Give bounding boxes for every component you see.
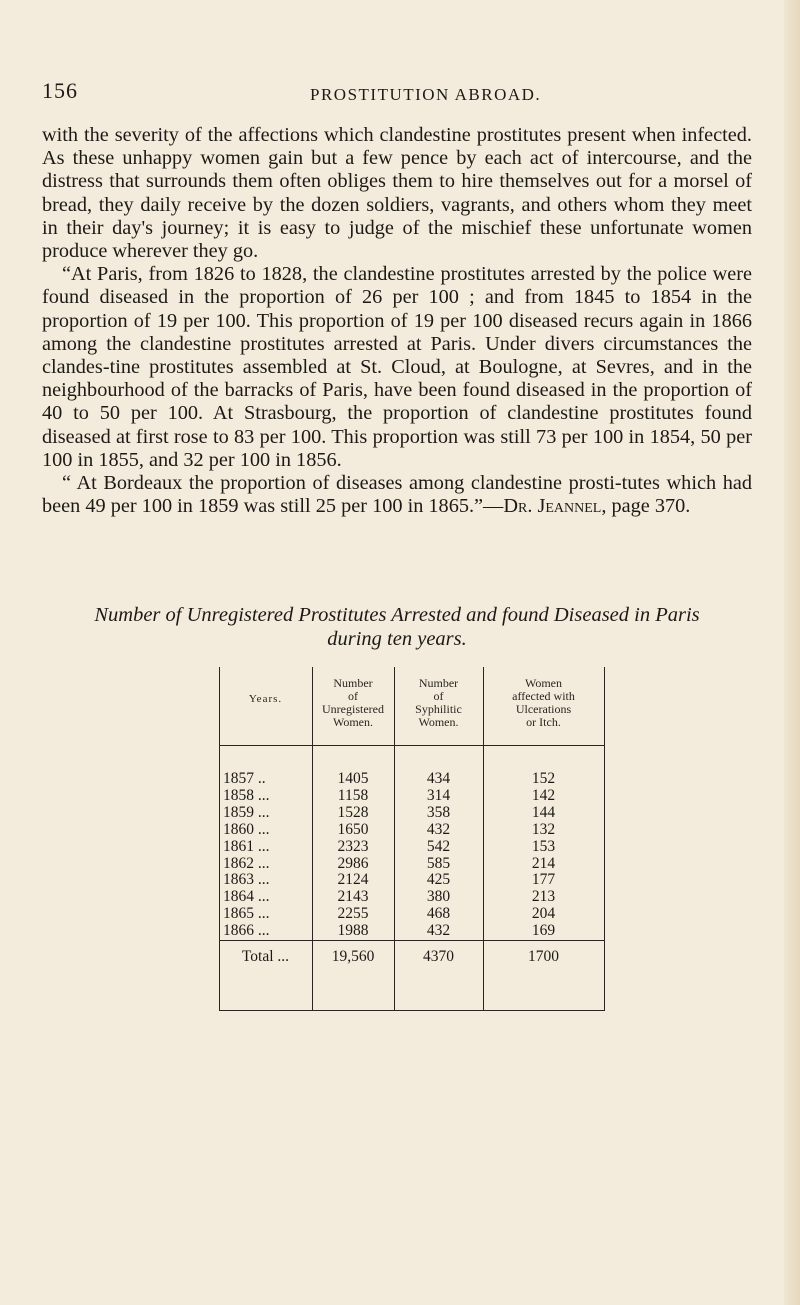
syphilitic-cell: 468 bbox=[426, 905, 451, 923]
table-right-rule bbox=[604, 667, 605, 1011]
page-edge bbox=[784, 0, 800, 1305]
statistics-table bbox=[219, 667, 605, 1011]
syphilitic-cell: 358 bbox=[426, 803, 451, 821]
ulcerations-cell: 169 bbox=[531, 922, 556, 940]
header-unregistered bbox=[312, 667, 394, 741]
unregistered-cell: 2124 bbox=[337, 871, 369, 889]
paragraph-3-text: “ At Bordeaux the proportion of diseases among clandestine prosti-tutes which had been 49 per 100 in 1859 was still 25 per 100 in 1865.”— bbox=[42, 472, 752, 518]
running-title: PROSTITUTION ABROAD. bbox=[310, 85, 542, 104]
ulcerations-cell: 213 bbox=[531, 888, 556, 906]
syphilitic-cell: 432 bbox=[426, 922, 451, 940]
syphilitic-cell: 585 bbox=[426, 854, 451, 872]
year-cell: 1862 ... bbox=[223, 854, 270, 872]
year-cell: 1860 ... bbox=[223, 820, 270, 838]
year-cell: 1858 ... bbox=[223, 786, 270, 804]
syphilitic-cell: 425 bbox=[426, 871, 451, 889]
year-cell: 1864 ... bbox=[223, 888, 270, 906]
unregistered-cell: 1158 bbox=[337, 786, 369, 804]
total-rule bbox=[219, 940, 605, 941]
total-syphilitic: 4370 bbox=[423, 948, 454, 965]
table-title-line-2: during ten years. bbox=[327, 628, 467, 650]
year-cell: 1857 .. bbox=[223, 770, 266, 787]
syphilitic-cell: 314 bbox=[426, 786, 451, 804]
body-text bbox=[42, 124, 752, 518]
syphilitic-column bbox=[394, 771, 483, 940]
unregistered-column bbox=[312, 771, 394, 940]
total-label: Total ... bbox=[241, 948, 290, 965]
unregistered-cell: 1650 bbox=[337, 820, 369, 838]
syphilitic-cell: 380 bbox=[426, 888, 451, 906]
total-unregistered: 19,560 bbox=[331, 948, 375, 965]
years-column bbox=[223, 771, 309, 940]
ulcerations-cell: 152 bbox=[531, 770, 556, 787]
ulcerations-column bbox=[483, 771, 604, 940]
year-cell: 1863 ... bbox=[223, 871, 270, 889]
ulcerations-cell: 132 bbox=[531, 820, 556, 838]
header-ulcerations-word: Women bbox=[524, 676, 563, 690]
syphilitic-cell: 542 bbox=[426, 837, 451, 855]
total-ulcerations: 1700 bbox=[528, 948, 559, 965]
ulcerations-cell: 204 bbox=[531, 905, 556, 923]
page-number: 156 bbox=[42, 78, 78, 103]
header-ulcerations-word: or Itch. bbox=[526, 715, 561, 729]
header-unregistered-word: of bbox=[348, 689, 358, 703]
unregistered-cell: 1528 bbox=[337, 803, 369, 821]
syphilitic-cell: 432 bbox=[426, 820, 451, 838]
bottom-rule bbox=[219, 1010, 605, 1011]
table-title-line-1: Number of Unregistered Prostitutes Arrested and found Diseased in Paris bbox=[94, 604, 700, 626]
ulcerations-cell: 177 bbox=[531, 871, 556, 889]
citation-page: , page 370. bbox=[601, 495, 691, 518]
table-title bbox=[42, 603, 752, 651]
header-syphilitic-word: of bbox=[433, 689, 444, 703]
unregistered-cell: 2323 bbox=[337, 837, 369, 855]
year-cell: 1866 ... bbox=[223, 922, 270, 940]
ulcerations-cell: 153 bbox=[531, 837, 556, 855]
unregistered-cell: 2143 bbox=[337, 888, 369, 906]
year-cell: 1861 ... bbox=[223, 837, 270, 855]
citation-author: Dr. Jeannel bbox=[503, 495, 602, 518]
unregistered-cell: 2986 bbox=[337, 854, 369, 872]
unregistered-cell: 1988 bbox=[337, 922, 369, 940]
paragraph-1: with the severity of the affections which clandestine prostitutes present when infected. As these unhappy women gain but a few pence by each act of intercourse, and the distress that surrounds them often obliges them to hire themselves out for a morsel of bread, they daily receive by the dozen soldiers, vagrants, and others whom they meet in their day's journey; it is easy to judge of the mischief these unfortunate women produce wherever they go. bbox=[42, 124, 752, 263]
header-unregistered-word: Number bbox=[333, 676, 373, 690]
paragraph-3 bbox=[42, 472, 752, 518]
ulcerations-cell: 144 bbox=[531, 803, 556, 821]
year-cell: 1859 ... bbox=[223, 803, 270, 821]
syphilitic-cell: 434 bbox=[426, 770, 451, 787]
header-syphilitic-word: Syphilitic bbox=[415, 702, 462, 716]
paragraph-2: “At Paris, from 1826 to 1828, the clandestine prostitutes arrested by the police were found diseased in the proportion of 26 per 100 ; and from 1845 to 1854 in the proportion of 19 per 100. This proportion of 19 per 100 diseased recurs again in 1866 among the clandestine prostitutes arrested at Paris. Under divers circumstances the clandes-tine prostitutes assembled at St. Cloud, at Boulogne, at Sevres, and in the neighbourhood of the barracks of Paris, have been found diseased in the proportion of 40 to 50 per 100. At Strasbourg, the proportion of clandestine prostitutes found diseased at first rose to 83 per 100. This proportion was still 73 per 100 in 1854, 50 per 100 in 1855, and 32 per 100 in 1856. bbox=[42, 263, 752, 471]
ulcerations-cell: 214 bbox=[531, 854, 556, 872]
header-unregistered-word: Women. bbox=[332, 715, 374, 729]
header-syphilitic-word: Number bbox=[418, 676, 459, 690]
header-years: Years. bbox=[248, 693, 283, 705]
header-unregistered-word: Unregistered bbox=[322, 702, 384, 716]
header-ulcerations-word: affected with bbox=[512, 689, 575, 703]
header-ulcerations-word: Ulcerations bbox=[515, 702, 572, 716]
unregistered-cell: 2255 bbox=[337, 905, 369, 923]
header-syphilitic-word: Women. bbox=[418, 715, 459, 729]
unregistered-cell: 1405 bbox=[337, 770, 369, 787]
ulcerations-cell: 142 bbox=[531, 786, 556, 804]
year-cell: 1865 ... bbox=[223, 905, 270, 923]
header-syphilitic bbox=[394, 667, 483, 741]
header-ulcerations bbox=[483, 667, 604, 741]
page-header bbox=[42, 78, 742, 108]
